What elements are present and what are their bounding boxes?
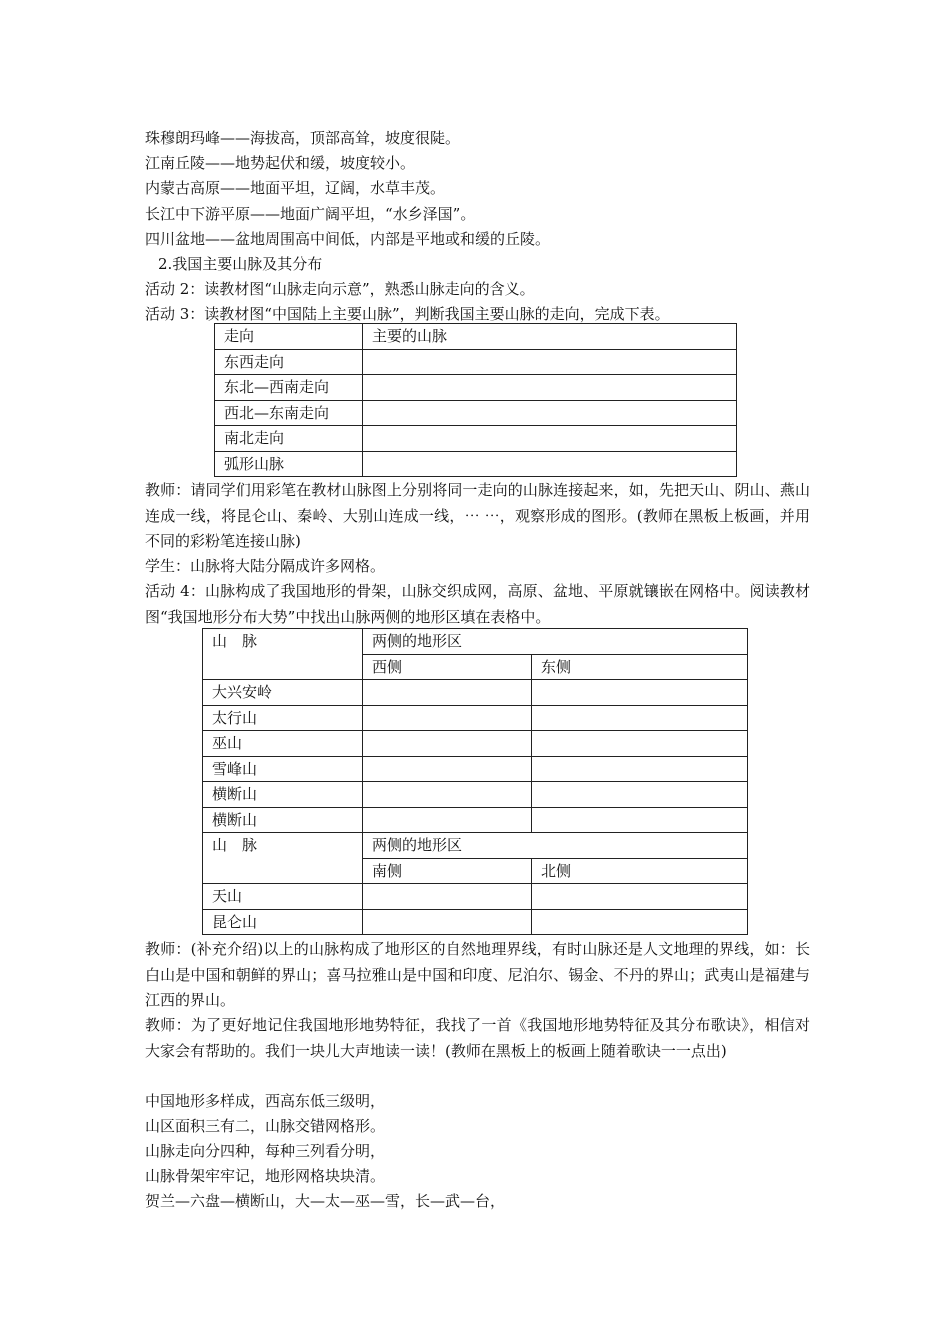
header-direction: 走向 [215,324,363,350]
activity-3: 活动 3：读教材图“中国陆上主要山脉”，判断我国主要山脉的走向，完成下表。 [145,305,670,323]
mountain-cell: 天山 [203,884,363,910]
answer-cell[interactable] [363,426,737,452]
table-header-row [203,629,748,655]
answer-cell[interactable] [532,884,748,910]
poem-line: 山区面积三有二，山脉交错网格形。 [145,1117,386,1135]
direction-cell: 东西走向 [215,349,363,375]
answer-cell[interactable] [363,680,532,706]
mountain-cell: 昆仑山 [203,909,363,935]
intro-line: 江南丘陵——地势起伏和缓，坡度较小。 [145,154,416,172]
direction-cell: 东北—西南走向 [215,375,363,401]
header-main-mountains: 主要的山脉 [363,324,737,350]
header-north: 北侧 [532,858,748,884]
intro-line: 长江中下游平原——地面广阔平坦，“水乡泽国”。 [145,205,476,223]
mountain-cell: 大兴安岭 [203,680,363,706]
mountain-cell: 雪峰山 [203,756,363,782]
intro-line: 内蒙古高原——地面平坦，辽阔，水草丰茂。 [145,179,446,197]
poem-line: 山脉骨架牢牢记，地形网格块块清。 [145,1167,386,1185]
table-row [203,756,748,782]
student-paragraph: 学生：山脉将大陆分隔成许多网格。 [145,557,386,575]
table-row [203,909,748,935]
table-row [203,680,748,706]
table-row [203,705,748,731]
table-row [215,400,737,426]
answer-cell[interactable] [363,400,737,426]
answer-cell[interactable] [532,756,748,782]
header-sides: 两侧的地形区 [363,833,748,859]
mountain-cell: 巫山 [203,731,363,757]
table-row [203,807,748,833]
poem-line: 贺兰—六盘—横断山，大—太—巫—雪，长—武—台， [145,1192,506,1210]
answer-cell[interactable] [363,756,532,782]
answer-cell[interactable] [532,807,748,833]
table-row [203,884,748,910]
answer-cell[interactable] [363,807,532,833]
mountain-cell: 横断山 [203,782,363,808]
table-row [203,731,748,757]
table-header-row [203,833,748,859]
header-west: 西侧 [363,654,532,680]
header-east: 东侧 [532,654,748,680]
teacher-paragraph-1: 教师：请同学们用彩笔在教材山脉图上分别将同一走向的山脉连接起来，如，先把天山、阴山、燕山连成一线，将昆仑山、秦岭、大别山连成一线，⋯ ⋯，观察形成的图形。(教师在黑板上板画，并用不同的彩粉笔连接山脉) [145,481,810,550]
table-header-row [215,324,737,350]
direction-cell: 弧形山脉 [215,451,363,477]
mountain-cell: 横断山 [203,807,363,833]
header-mountain: 山 脉 [203,833,363,884]
intro-line: 珠穆朗玛峰——海拔高，顶部高耸，坡度很陡。 [145,129,461,147]
direction-cell: 西北—东南走向 [215,400,363,426]
table-row [203,782,748,808]
answer-cell[interactable] [363,909,532,935]
intro-line: 四川盆地——盆地周围高中间低，内部是平地或和缓的丘陵。 [145,230,551,248]
table-row [215,426,737,452]
answer-cell[interactable] [363,705,532,731]
activity-2: 活动 2：读教材图“山脉走向示意”，熟悉山脉走向的含义。 [145,280,535,298]
header-south: 南侧 [363,858,532,884]
poem-line: 中国地形多样成，西高东低三级明， [145,1092,386,1110]
answer-cell[interactable] [532,909,748,935]
section-heading: 2.我国主要山脉及其分布 [158,255,323,273]
answer-cell[interactable] [363,731,532,757]
answer-cell[interactable] [363,375,737,401]
poem-line: 山脉走向分四种，每种三列看分明， [145,1142,386,1160]
answer-cell[interactable] [363,349,737,375]
mountain-direction-table [214,323,737,477]
answer-cell[interactable] [532,680,748,706]
answer-cell[interactable] [532,705,748,731]
header-mountain: 山 脉 [203,629,363,680]
answer-cell[interactable] [363,884,532,910]
teacher-paragraph-3: 教师：为了更好地记住我国地形地势特征，我找了一首《我国地形地势特征及其分布歌诀》，相信对大家会有帮助的。我们一块儿大声地读一读！(教师在黑板上的板画上随着歌诀一一点出) [145,1016,810,1060]
direction-cell: 南北走向 [215,426,363,452]
mountain-cell: 太行山 [203,705,363,731]
answer-cell[interactable] [363,451,737,477]
terrain-sides-table [202,628,748,935]
answer-cell[interactable] [363,782,532,808]
answer-cell[interactable] [532,782,748,808]
activity-4: 活动 4：山脉构成了我国地形的骨架，山脉交织成网，高原、盆地、平原就镶嵌在网格中。阅读教材图“我国地形分布大势”中找出山脉两侧的地形区填在表格中。 [145,582,810,626]
answer-cell[interactable] [532,731,748,757]
table-row [215,451,737,477]
table-row [215,375,737,401]
teacher-paragraph-2: 教师：(补充介绍)以上的山脉构成了地形区的自然地理界线，有时山脉还是人文地理的界线，如：长白山是中国和朝鲜的界山；喜马拉雅山是中国和印度、尼泊尔、锡金、不丹的界山；武夷山是福建与江西的界山。 [145,940,810,1009]
header-sides: 两侧的地形区 [363,629,748,655]
table-row [215,349,737,375]
